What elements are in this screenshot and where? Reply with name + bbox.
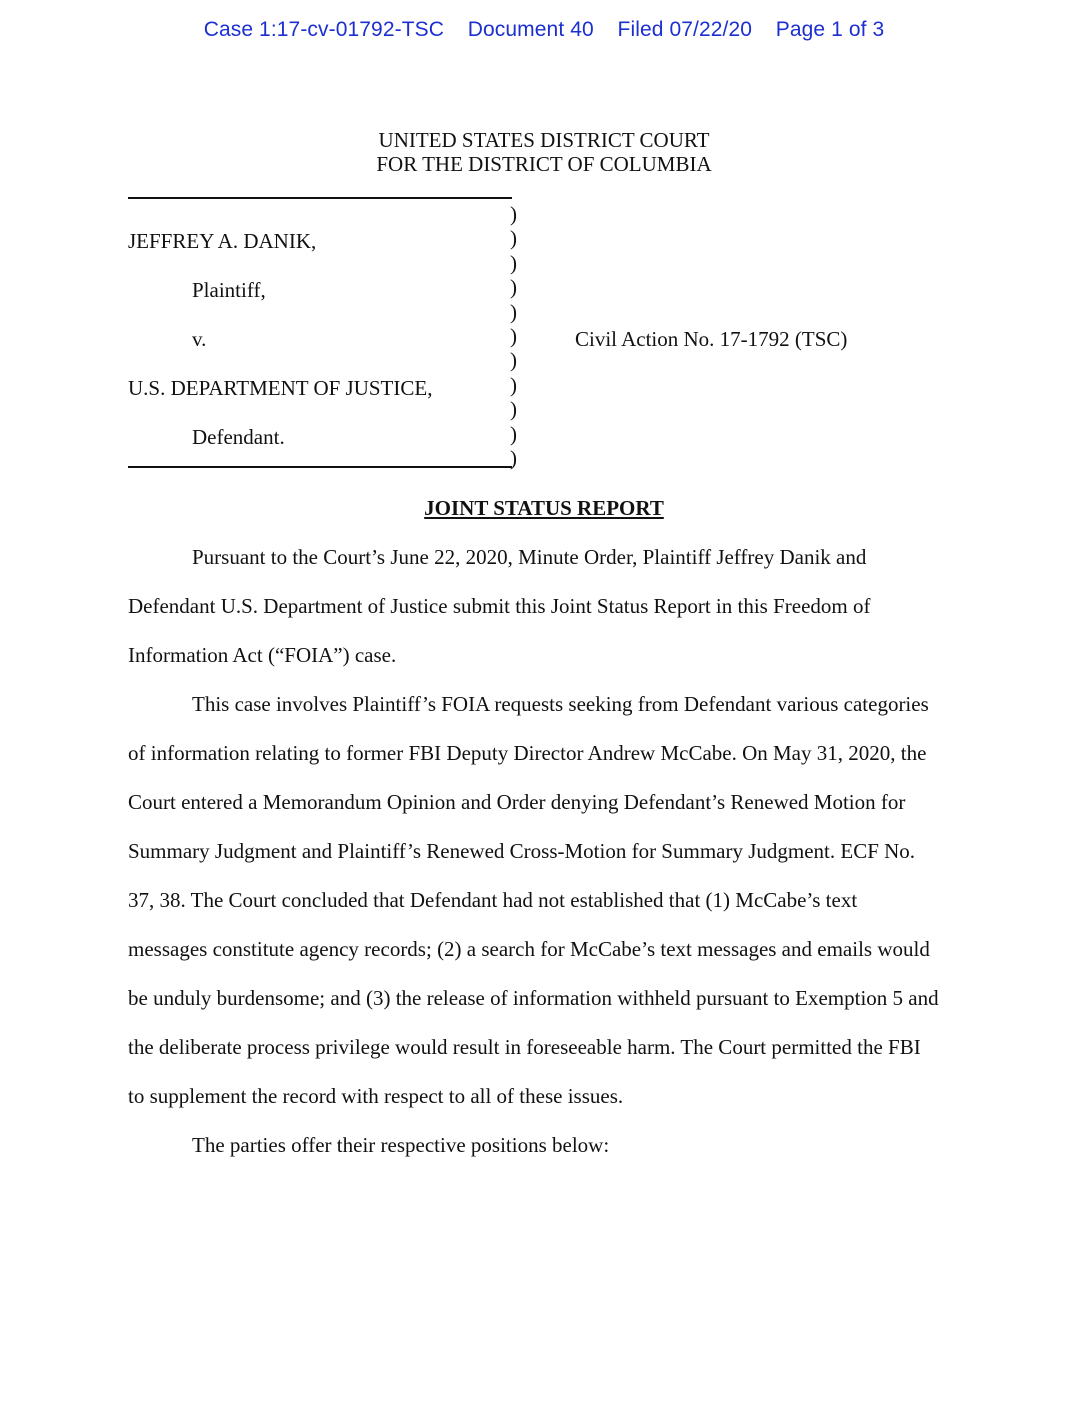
paragraph-2-line-4: Summary Judgment and Plaintiff’s Renewed Cross-Motion for Summary Judgment. ECF No.: [128, 839, 916, 863]
paragraph-1-line-3: Information Act (“FOIA”) case.: [128, 643, 397, 667]
page-indicator: Page 1 of 3: [775, 18, 885, 41]
ecf-filing-header: [0, 18, 1088, 42]
defendant-name: U.S. DEPARTMENT OF JUSTICE,: [128, 376, 433, 400]
paragraph-2-line-5: 37, 38. The Court concluded that Defendant had not established that (1) McCabe’s text: [128, 888, 858, 912]
filed-date: Filed 07/22/20: [617, 18, 753, 41]
case-number: Case 1:17-cv-01792-TSC: [203, 18, 444, 41]
caption-parentheses: ) ) ) ) ) ) ) ) ) ) ): [510, 202, 517, 471]
defendant-role: Defendant.: [192, 425, 285, 449]
plaintiff-role: Plaintiff,: [192, 278, 266, 302]
court-title: [0, 128, 1088, 176]
court-title-line-1: UNITED STATES DISTRICT COURT: [378, 128, 710, 152]
paragraph-2-line-8: the deliberate process privilege would result in foreseeable harm. The Court permitted the FBI: [128, 1035, 921, 1059]
paragraph-2-line-9: to supplement the record with respect to all of these issues.: [128, 1084, 624, 1108]
paragraph-1-line-2: Defendant U.S. Department of Justice submit this Joint Status Report in this Freedom of: [128, 594, 871, 618]
paragraph-2-line-3: Court entered a Memorandum Opinion and Order denying Defendant’s Renewed Motion for: [128, 790, 906, 814]
document-title: JOINT STATUS REPORT: [424, 496, 664, 520]
document-number: Document 40: [467, 18, 594, 41]
paragraph-2-line-7: be unduly burdensome; and (3) the release of information withheld pursuant to Exemption 5 and: [128, 986, 939, 1010]
civil-action-number: Civil Action No. 17-1792 (TSC): [575, 327, 848, 351]
paragraph-2-line-6: messages constitute agency records; (2) a search for McCabe’s text messages and emails would: [128, 937, 930, 961]
caption-top-rule: [128, 197, 512, 199]
paragraph-2-line-1: This case involves Plaintiff’s FOIA requests seeking from Defendant various categories: [192, 692, 929, 716]
caption-bottom-rule: [128, 466, 512, 468]
paragraph-1-line-1: Pursuant to the Court’s June 22, 2020, Minute Order, Plaintiff Jeffrey Danik and: [192, 545, 867, 569]
court-title-line-2: FOR THE DISTRICT OF COLUMBIA: [376, 152, 712, 176]
versus: v.: [192, 327, 207, 351]
paragraph-2-line-2: of information relating to former FBI Deputy Director Andrew McCabe. On May 31, 2020, the: [128, 741, 927, 765]
paragraph-3-line-1: The parties offer their respective positions below:: [192, 1133, 610, 1157]
plaintiff-name: JEFFREY A. DANIK,: [128, 229, 317, 253]
